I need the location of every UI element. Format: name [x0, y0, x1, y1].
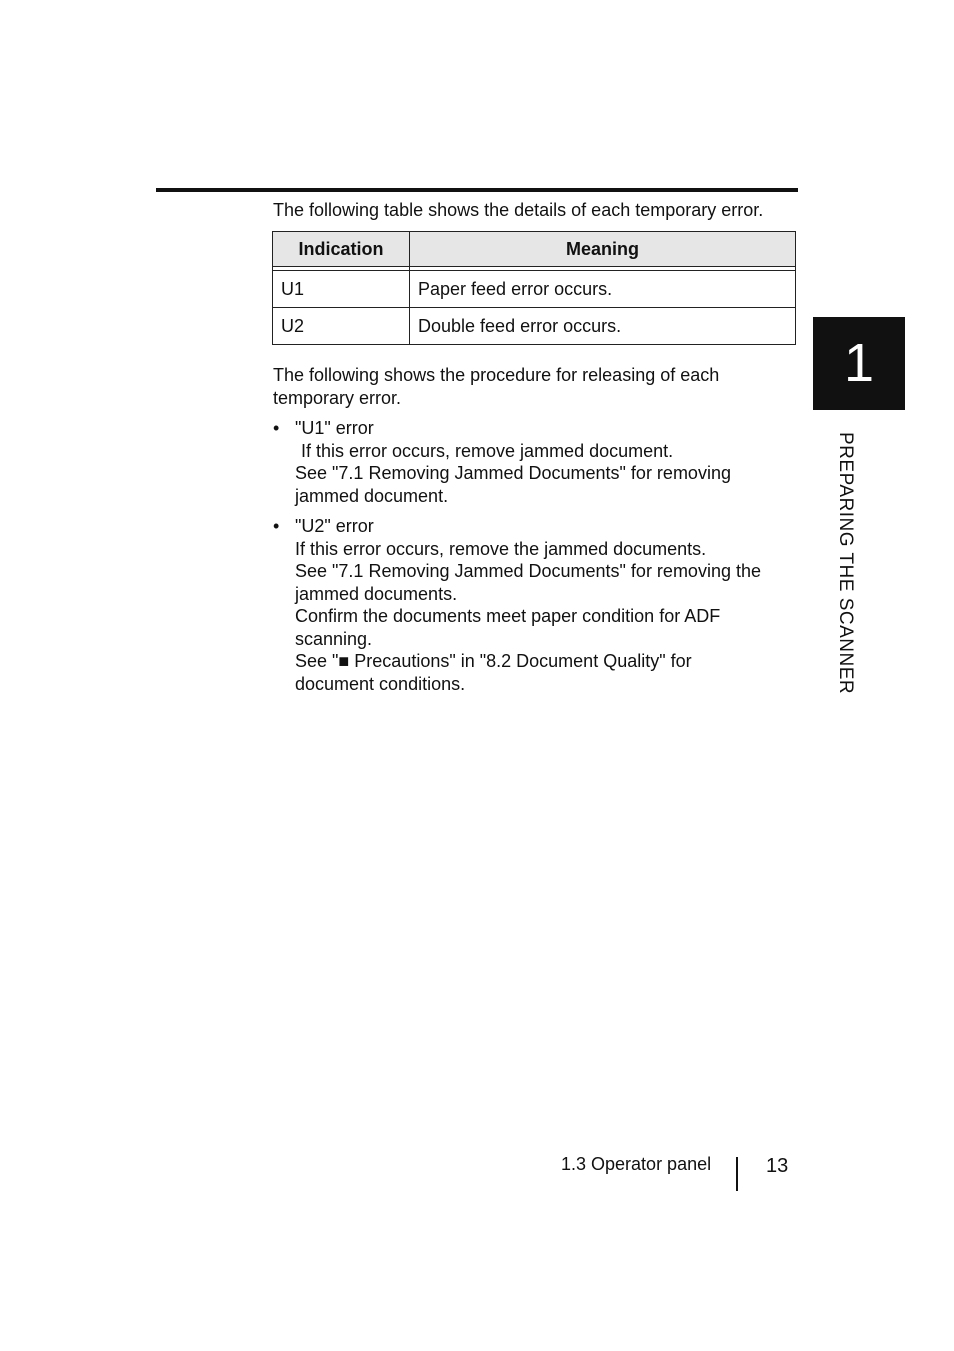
bullet-icon: •: [273, 516, 280, 536]
bullet-line: scanning.: [295, 628, 373, 649]
bullet-line: See "7.1 Removing Jammed Documents" for removing: [295, 463, 731, 483]
chapter-number-tab: 1: [813, 317, 905, 410]
cell-indication: U2: [273, 308, 410, 345]
cell-indication: U1: [273, 271, 410, 308]
error-table: [272, 231, 796, 345]
bullet-line: If this error occurs, remove the jammed documents.: [295, 538, 707, 559]
list-item-u2: [273, 515, 798, 695]
procedure-intro: [273, 364, 773, 409]
table-row: [273, 271, 796, 308]
intro-text: The following table shows the details of each temporary error.: [273, 200, 764, 220]
bullet-line: jammed documents.: [295, 583, 458, 604]
bullet-title: "U1" error: [295, 418, 374, 438]
bullet-line: See "■ Precautions" in "8.2 Document Quality" for: [295, 651, 692, 671]
table-row: [273, 308, 796, 345]
table-header-row: [273, 232, 796, 267]
bullet-line: Confirm the documents meet paper condition for ADF: [295, 606, 721, 626]
error-procedure-list: [273, 417, 798, 703]
cell-meaning: Double feed error occurs.: [410, 308, 796, 345]
page-number: 13: [766, 1155, 789, 1177]
procedure-intro-line: temporary error.: [273, 387, 402, 408]
bullet-line: See "7.1 Removing Jammed Documents" for removing the: [295, 561, 761, 581]
bullet-line: document conditions.: [295, 673, 466, 694]
procedure-intro-line: The following shows the procedure for releasing of each: [273, 365, 720, 385]
list-item-u1: [273, 417, 798, 507]
header-indication: Indication: [273, 232, 410, 267]
bullet-line: If this error occurs, remove jammed document.: [301, 440, 674, 461]
header-meaning: Meaning: [410, 232, 796, 267]
bullet-line: jammed document.: [295, 485, 449, 506]
top-rule: [156, 188, 798, 192]
chapter-title: PREPARING THE SCANNER: [835, 432, 856, 695]
cell-meaning: Paper feed error occurs.: [410, 271, 796, 308]
footer-section-title: 1.3 Operator panel: [561, 1154, 712, 1174]
bullet-icon: •: [273, 418, 280, 438]
footer-divider: [736, 1157, 738, 1191]
bullet-title: "U2" error: [295, 516, 374, 536]
